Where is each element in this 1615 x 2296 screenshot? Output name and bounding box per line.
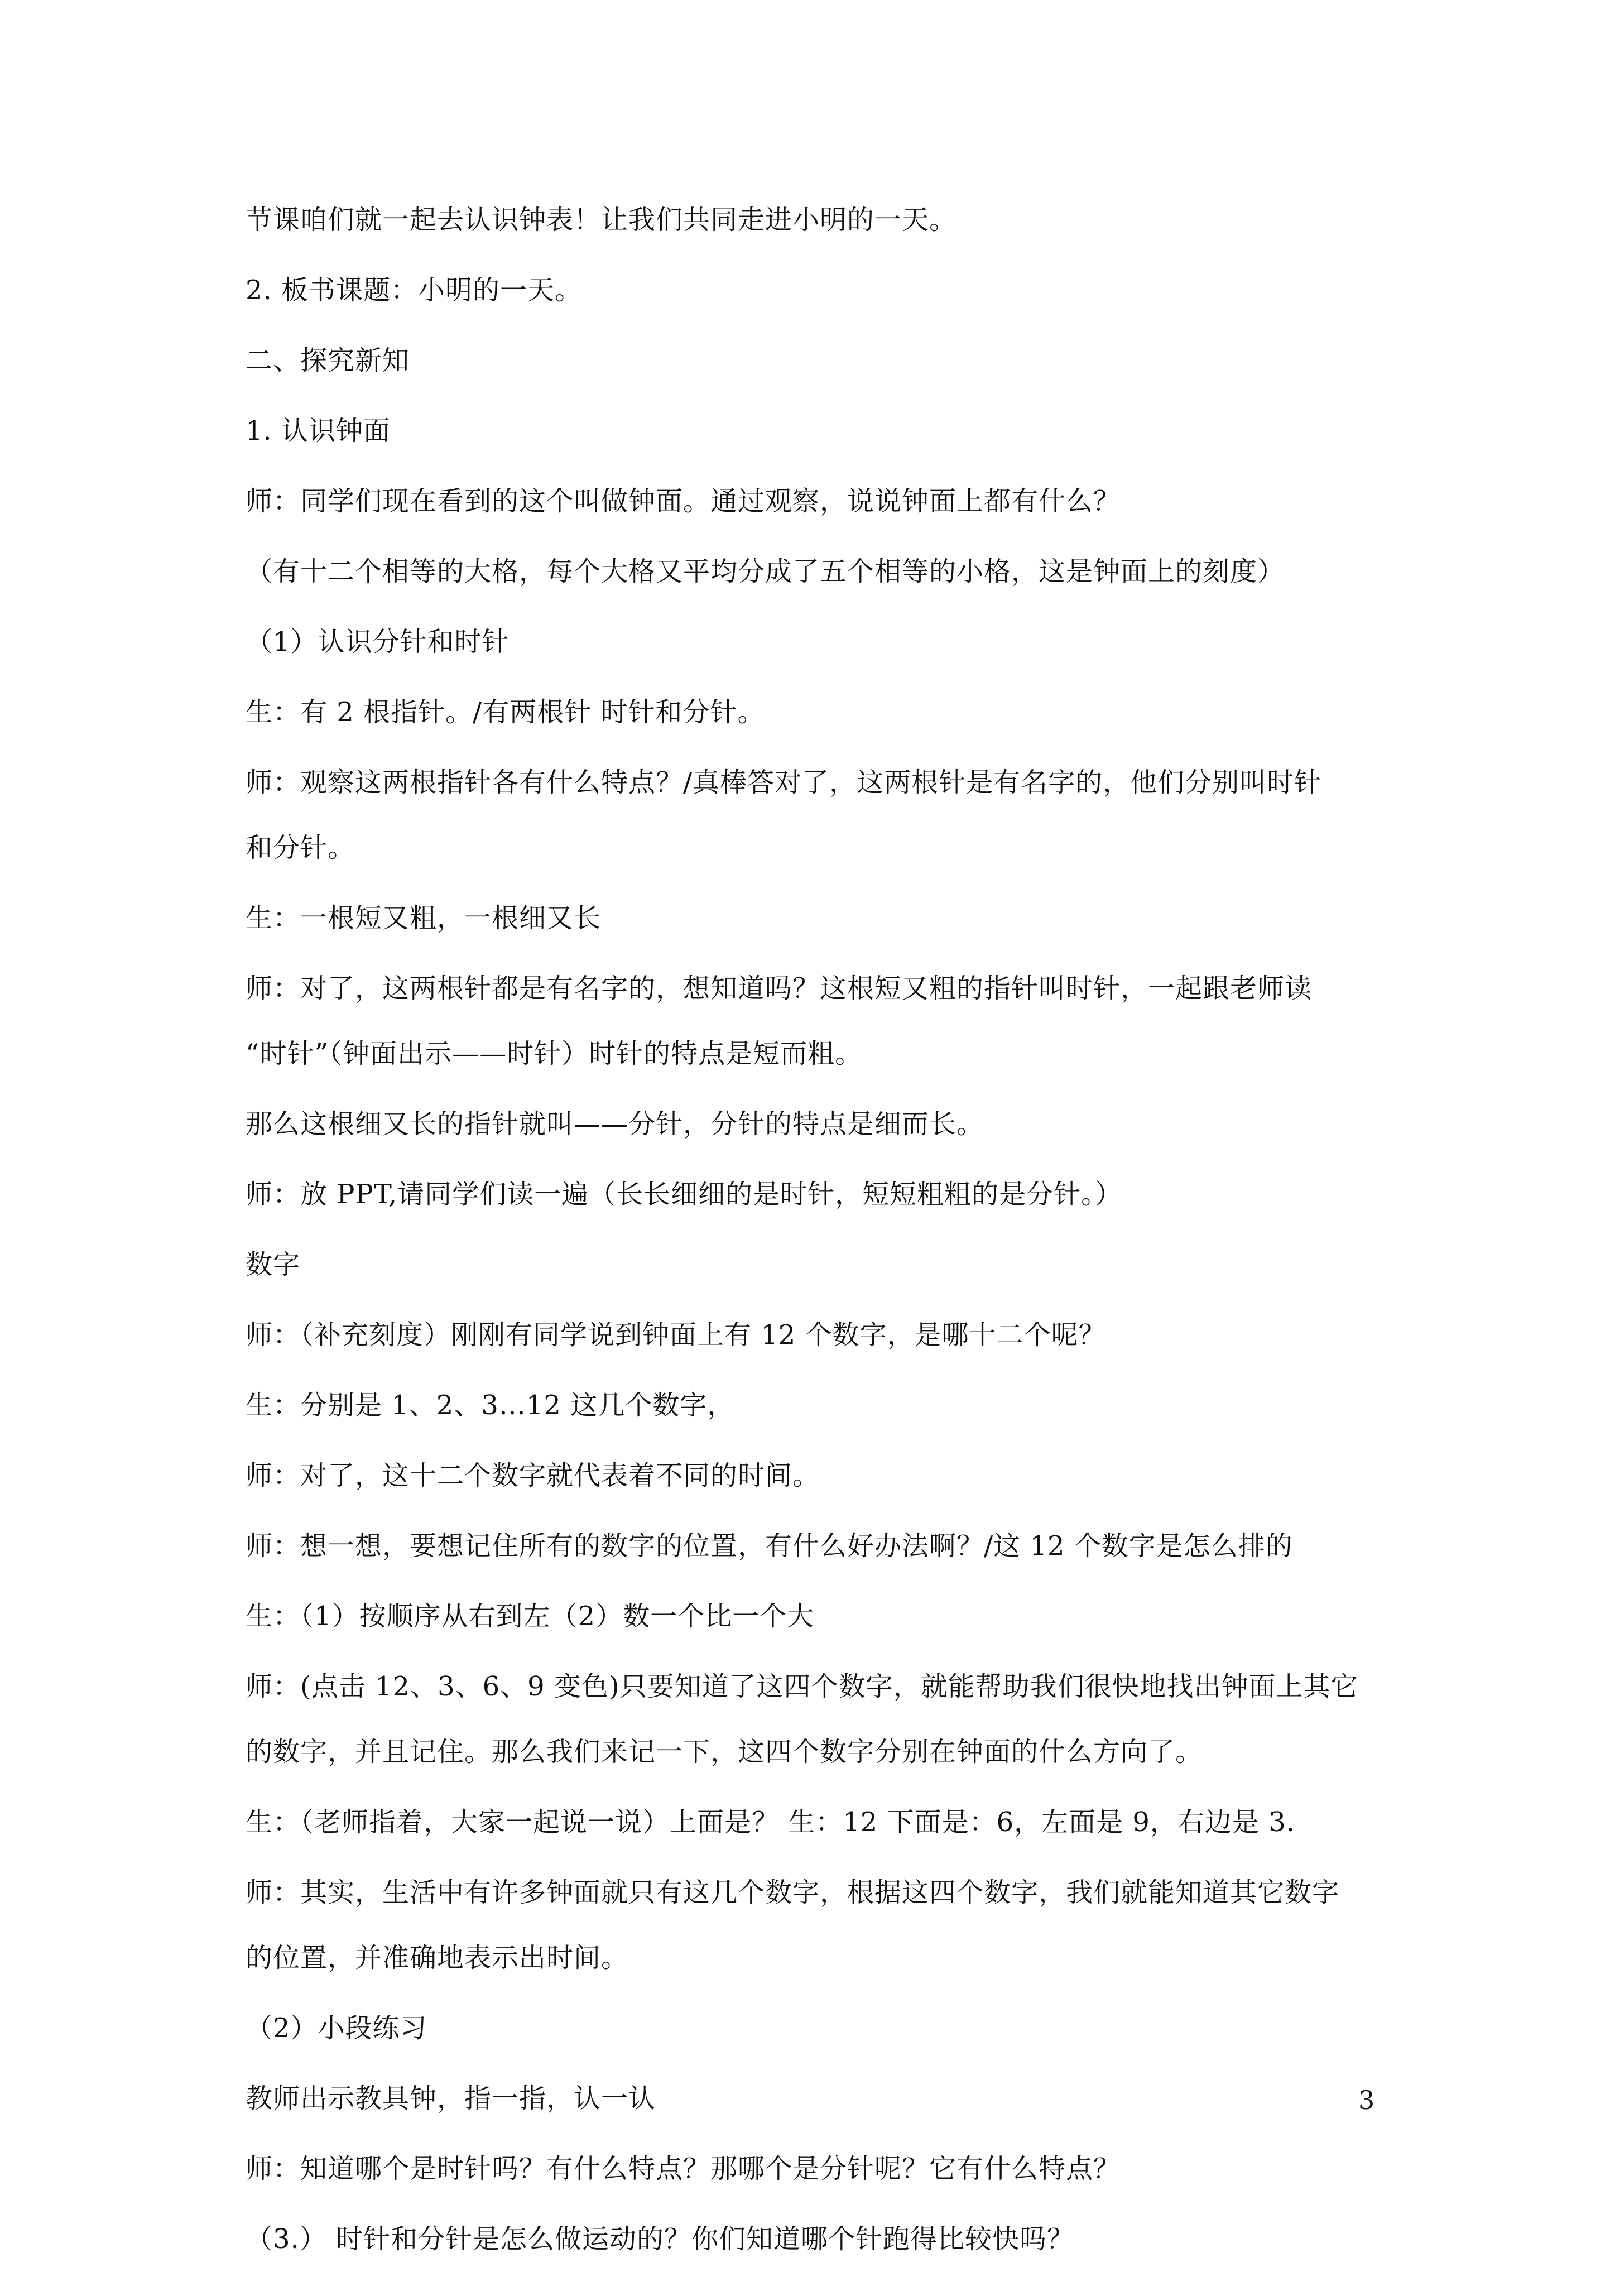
- text-line: “时针”（钟面出示——时针）时针的特点是短而粗。: [246, 1038, 863, 1069]
- subsection-heading: （2）小段练习: [246, 2012, 427, 2044]
- text-line: 师：放 PPT,请同学们读一遍（长长细细的是时针，短短粗粗的是分针。）: [246, 1179, 1123, 1210]
- subsection-heading: 1. 认识钟面: [246, 415, 391, 446]
- subsection-heading: 数字: [246, 1249, 301, 1280]
- text-line: 师：对了，这两根针都是有名字的，想知道吗？这根短又粗的指针叫时针，一起跟老师读: [246, 973, 1313, 1004]
- document-body: [246, 206, 1390, 2296]
- text-line: （有十二个相等的大格，每个大格又平均分成了五个相等的小格，这是钟面上的刻度）: [246, 556, 1285, 587]
- text-line: 生：分别是 1、2、3…12 这几个数字，: [246, 1390, 735, 1421]
- page-number: 3: [1358, 2085, 1375, 2115]
- text-line: 生：（1）按顺序从右到左（2）数一个比一个大: [246, 1601, 815, 1632]
- text-line: 师：知道哪个是时针吗？有什么特点？那哪个是分针呢？它有什么特点？: [246, 2153, 1121, 2184]
- text-line: 师：观察这两根指针各有什么特点？/真棒答对了，这两根针是有名字的，他们分别叫时针: [246, 767, 1322, 798]
- text-line: 2. 板书课题：小明的一天。: [246, 275, 583, 306]
- text-line: 那么这根细又长的指针就叫——分针，分针的特点是细而长。: [246, 1108, 984, 1140]
- text-line: 师：其实，生活中有许多钟面就只有这几个数字，根据这四个数字，我们就能知道其它数字: [246, 1877, 1340, 1908]
- text-line: 和分针。: [246, 832, 355, 863]
- text-line: 生：一根短又粗，一根细又长: [246, 902, 602, 934]
- text-line: 的数字，并且记住。那么我们来记一下，这四个数字分别在钟面的什么方向了。: [246, 1736, 1203, 1767]
- text-line: 师：同学们现在看到的这个叫做钟面。通过观察，说说钟面上都有什么？: [246, 486, 1121, 517]
- text-line: 生：有 2 根指针。/有两根针 时针和分针。: [246, 697, 765, 728]
- text-line: 节课咱们就一起去认识钟表！让我们共同走进小明的一天。: [246, 204, 957, 236]
- text-line: 的位置，并准确地表示出时间。: [246, 1942, 629, 1973]
- text-line: 师：对了，这十二个数字就代表着不同的时间。: [246, 1460, 820, 1491]
- text-line: 师：(点击 12、3、6、9 变色)只要知道了这四个数字，就能帮助我们很快地找出钟面上其它: [246, 1671, 1358, 1702]
- subsection-heading: （1）认识分针和时针: [246, 626, 510, 657]
- text-line: 师：（补充刻度）刚刚有同学说到钟面上有 12 个数字，是哪十二个呢？: [246, 1319, 1106, 1351]
- text-line: （3.） 时针和分针是怎么做运动的？你们知道哪个针跑得比较快吗？: [246, 2223, 1075, 2255]
- text-line: 师：想一想，要想记住所有的数字的位置，有什么好办法啊？/这 12 个数字是怎么排的: [246, 1530, 1293, 1562]
- section-heading: 二、探究新知: [246, 345, 410, 376]
- text-line: 生：（老师指着，大家一起说一说）上面是？ 生：12 下面是：6，左面是 9，右边是 3.: [246, 1807, 1295, 1838]
- text-line: 教师出示教具钟，指一指，认一认: [246, 2083, 656, 2114]
